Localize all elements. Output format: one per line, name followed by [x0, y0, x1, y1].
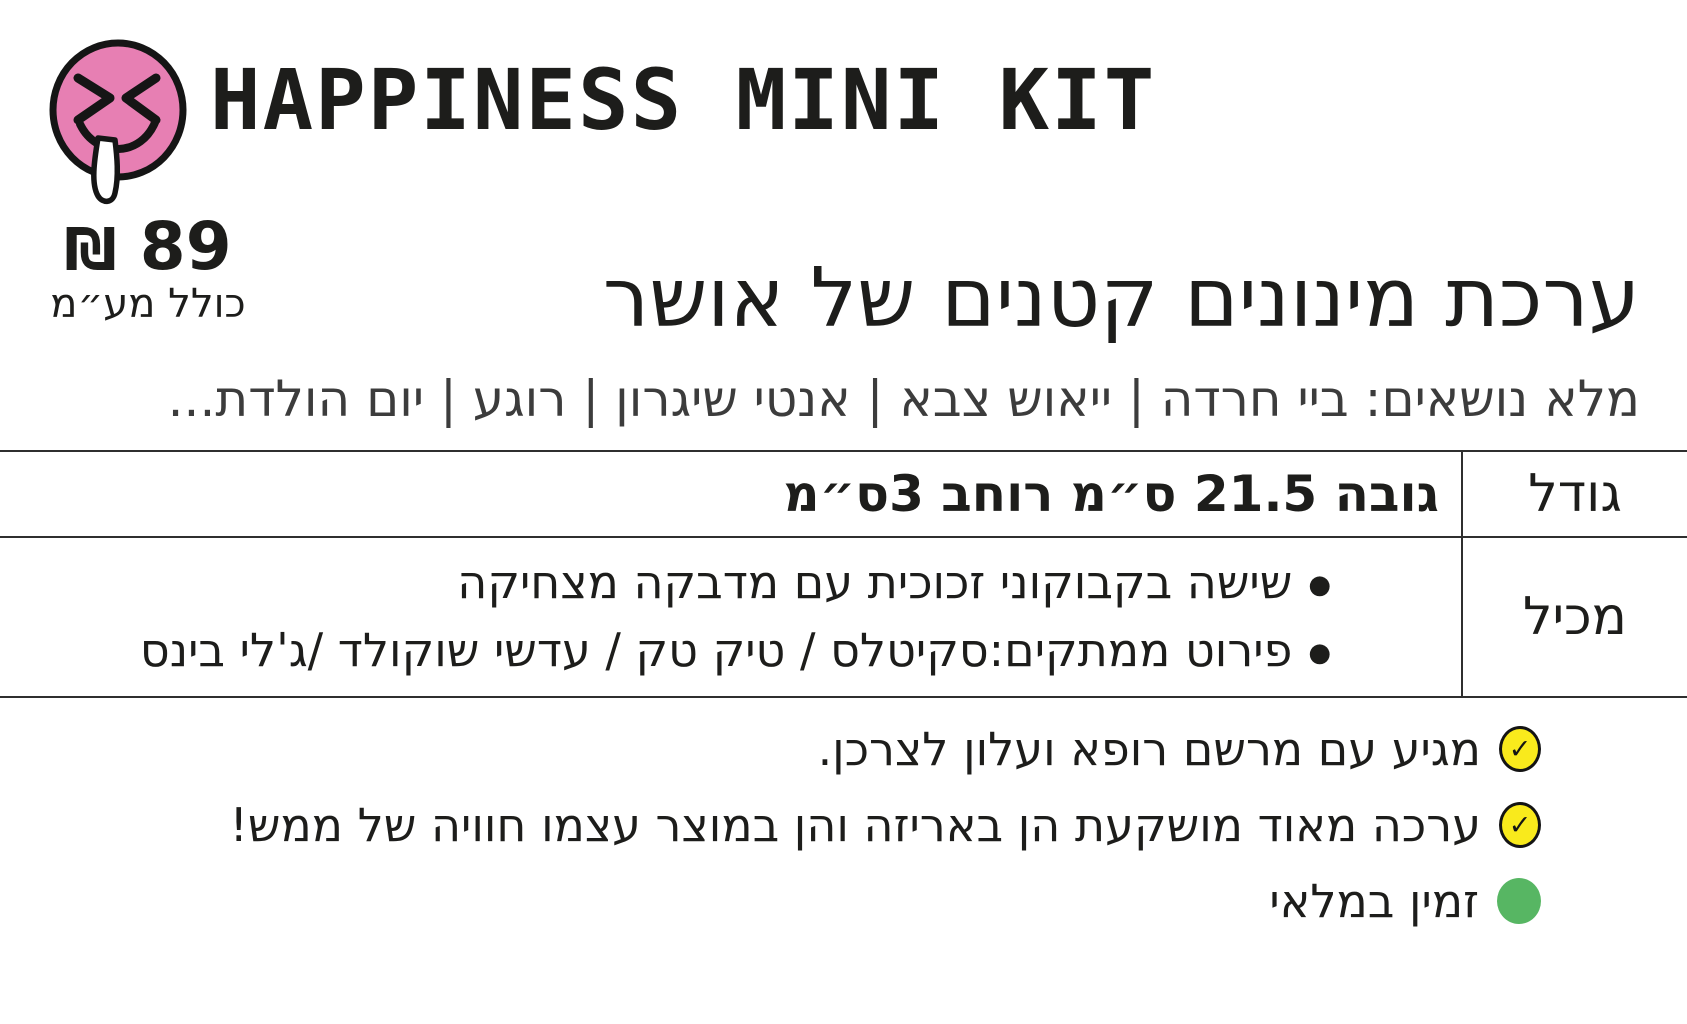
list-item: [10, 621, 1331, 681]
check-icon: ✓: [1499, 726, 1541, 772]
drool-icon: [94, 138, 118, 201]
spec-table: [0, 450, 1687, 698]
size-label: גודל: [1461, 452, 1687, 536]
bullet-icon: ●: [1308, 637, 1331, 668]
feature-in-stock: [229, 874, 1541, 928]
price-amount: 89: [139, 208, 232, 285]
feature-list: [229, 722, 1541, 928]
check-icon: ✓: [1499, 802, 1541, 848]
vat-note: כולל מע״מ: [50, 281, 246, 328]
table-row-contains: [0, 538, 1687, 698]
brand-title: HAPPINESS MINI KIT: [210, 51, 1157, 149]
product-subtitle: מלא נושאים: ביי חרדה | ייאוש צבא | אנטי שיגרון | רוגע | יום הולדת...: [167, 370, 1640, 428]
product-title: ערכת מינונים קטנים של אושר: [602, 251, 1640, 346]
feature-text: מגיע עם מרשם רופא ועלון לצרכן.: [817, 722, 1481, 776]
price-block: [42, 208, 254, 328]
feature-text: זמין במלאי: [1269, 874, 1479, 928]
feature-text: ערכה מאוד מושקעת הן באריזה והן במוצר עצמו חוויה של ממש!: [229, 798, 1481, 852]
shekel-currency-symbol: ₪: [64, 215, 117, 283]
feature-prescription: [229, 722, 1541, 776]
happy-face-drool-logo: [44, 38, 194, 210]
list-item: [10, 553, 1331, 613]
bullet-text: פירוט ממתקים:סקיטלס / טיק טק / עדשי שוקולד /ג'לי בינס: [139, 623, 1293, 677]
bullet-icon: ●: [1308, 570, 1331, 601]
contains-label: מכיל: [1461, 538, 1687, 696]
size-value: גובה 21.5 ס״מ רוחב 3ס״מ: [783, 465, 1439, 523]
contains-bullet-list: [0, 545, 1461, 689]
price: [42, 208, 254, 285]
bullet-text: שישה בקבוקוני זכוכית עם מדבקה מצחיקה: [457, 555, 1293, 610]
table-row-size: [0, 452, 1687, 538]
in-stock-dot-icon: [1497, 878, 1541, 924]
feature-quality: [229, 798, 1541, 852]
